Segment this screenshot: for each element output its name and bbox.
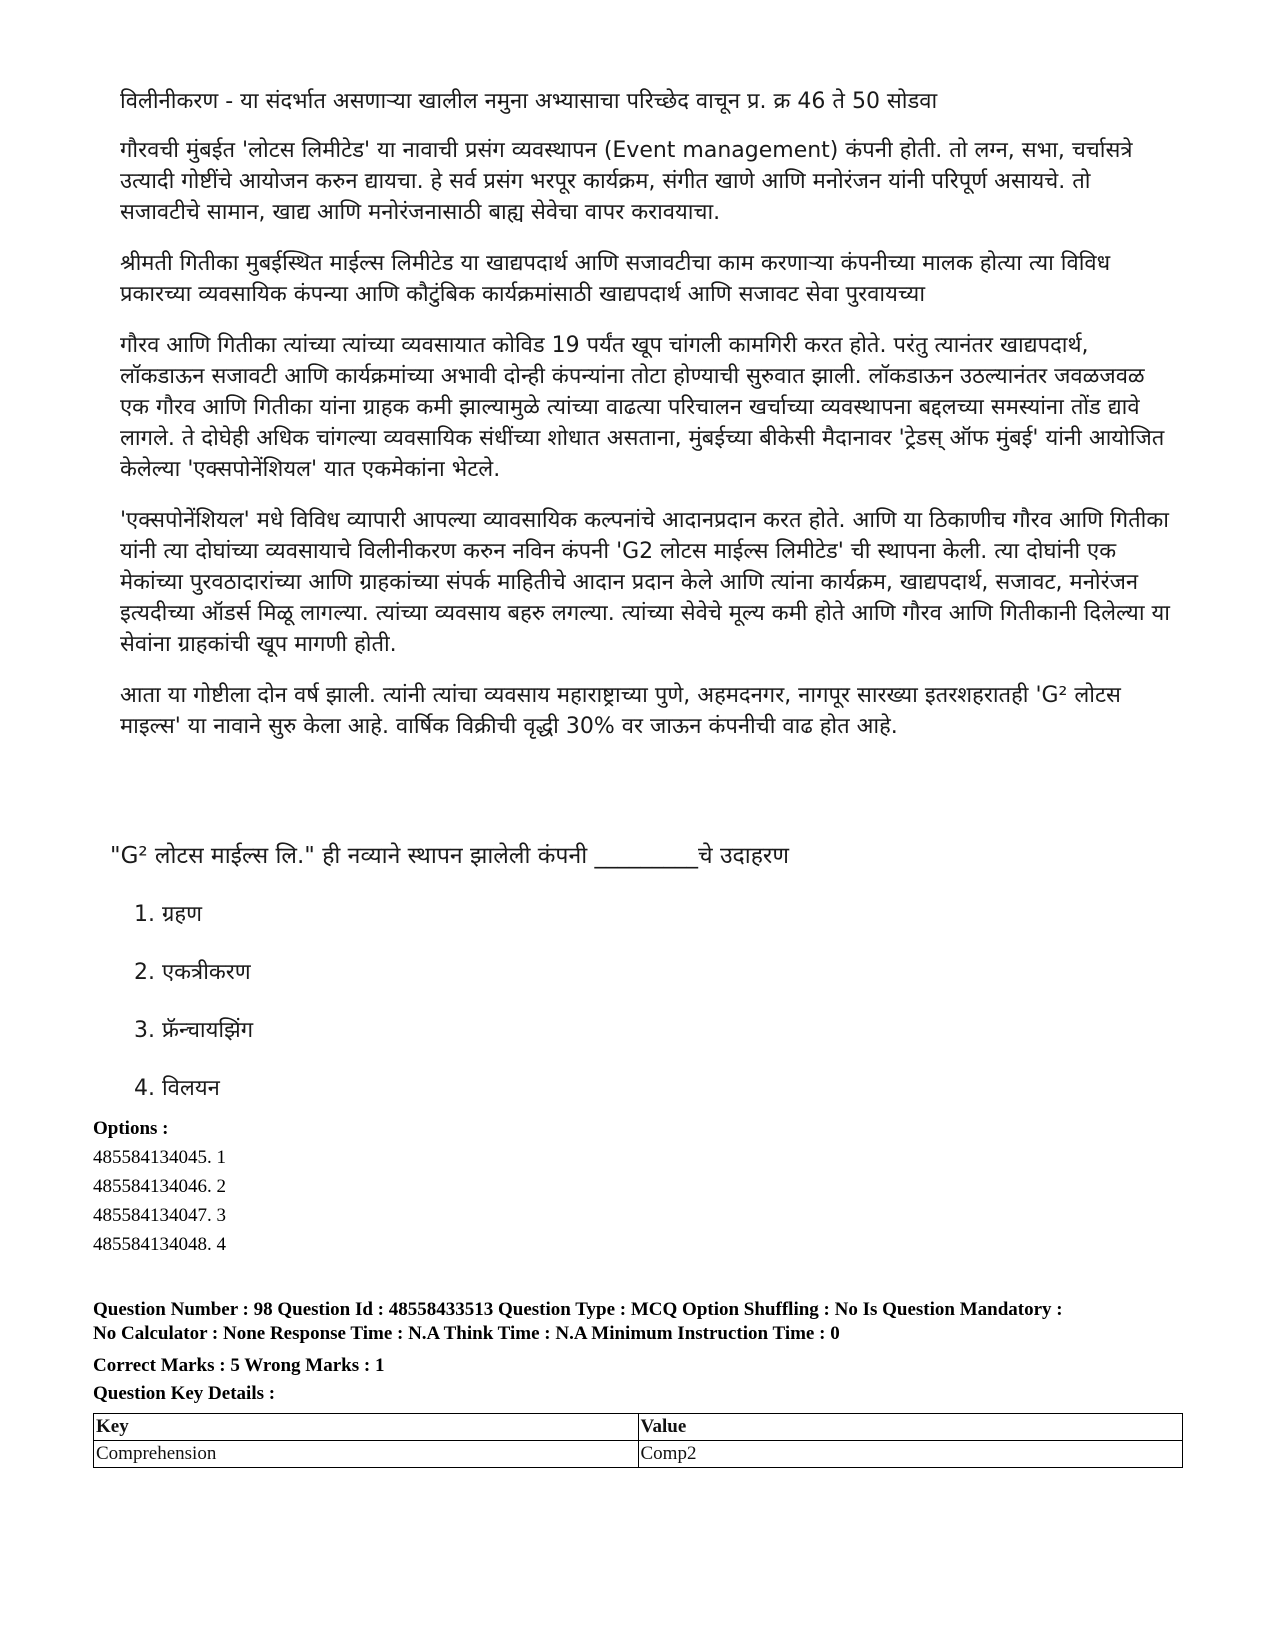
passage-title: विलीनीकरण - या संदर्भात असणाऱ्या खालील नमुना अभ्यासाचा परिच्छेद वाचून प्र. क्र 46 ते 50 सोडवा — [120, 89, 938, 114]
option-id: 485584134048. 4 — [93, 1234, 226, 1255]
passage-paragraph: श्रीमती गितीका मुबईस्थित माईल्स लिमीटेड या खाद्यपदार्थ आणि सजावटीचा काम करणाऱ्या कंपनीच्या मालक होत्या त्या विविध प्रकारच्या व्यवसायिक कंपन्या आणि कौटुंबिक कार्यक्रमांसाठी खाद्यपदार्थ आणि सजावट सेवा पुरवायच्या — [120, 251, 1111, 307]
table-header-cell: Key — [94, 1414, 639, 1441]
table-cell: Comprehension — [94, 1441, 639, 1468]
passage-paragraph: 'एक्सपोनेंशियल' मधे विविध व्यापारी आपल्या व्यावसायिक कल्पनांचे आदानप्रदान करत होते. आणि या ठिकाणीच गौरव आणि गितीका यांनी त्या दोघांच्या व्यवसायाचे विलीनीकरण करुन नविन कंपनी 'G2 लोटस माईल्स लिमीटेड' ची स्थापना केली. त्या दोघांनी एक मेकांच्या पुरवठादारांच्या आणि ग्राहकांच्या संपर्क माहितीचे आदान प्रदान केले आणि त्यांना कार्यक्रम, खाद्यपदार्थ, सजावट, मनोरंजन इत्यदीच्या ऑडर्स मिळू लागल्या. त्यांच्या व्यवसाय बहरु लगल्या. त्यांच्या सेवेचे मूल्य कमी होते आणि गौरव आणि गितीकानी दिलेल्या या सेवांना ग्राहकांची खूप मागणी होती. — [120, 508, 1170, 657]
table-header-row — [94, 1414, 1183, 1441]
table-row — [94, 1441, 1183, 1468]
choice-item: 4. विलयन — [134, 1076, 220, 1101]
passage-paragraph: गौरव आणि गितीका त्यांच्या त्यांच्या व्यवसायात कोविड 19 पर्यंत खूप चांगली कामगिरी करत होते. परंतु त्यानंतर खाद्यपदार्थ, लॉकडाऊन सजावटी आणि कार्यक्रमांच्या अभावी दोन्ही कंपन्यांना तोटा होण्याची सुरुवात झाली. लॉकडाऊन उठल्यानंतर जवळजवळ एक गौरव आणि गितीका यांना ग्राहक कमी झाल्यामुळे त्यांच्या वाढत्या परिचालन खर्चाच्या व्यवस्थापना बद्दलच्या समस्यांना तोंड द्यावे लागले. ते दोघेही अधिक चांगल्या व्यवसायिक संधींच्या शोधात असताना, मुंबईच्या बीकेसी मैदानावर 'ट्रेडस् ऑफ मुंबई' यांनी आयोजित केलेल्या 'एक्सपोनेंशियल' यात एकमेकांना भेटले. — [120, 333, 1165, 482]
comprehension-passage — [120, 86, 1170, 762]
question-info-line: Question Number : 98 Question Id : 48558433513 Question Type : MCQ Option Shuffling : No Is Question Mandatory : — [93, 1299, 1063, 1320]
table-header-cell: Value — [638, 1414, 1183, 1441]
question-info-line: No Calculator : None Response Time : N.A Think Time : N.A Minimum Instruction Time : 0 — [93, 1323, 840, 1344]
key-details-heading: Question Key Details : — [93, 1383, 276, 1404]
options-block — [93, 1117, 1183, 1262]
passage-paragraph: आता या गोष्टीला दोन वर्ष झाली. त्यांनी त्यांचा व्यवसाय महाराष्ट्राच्या पुणे, अहमदनगर, नागपूर सारख्या इतरशहरातही 'G² लोटस माइल्स' या नावाने सुरु केला आहे. वार्षिक विक्रीची वृद्धी 30% वर जाऊन कंपनीची वाढ होत आहे. — [120, 683, 1121, 739]
key-details-table — [93, 1413, 1183, 1468]
option-id: 485584134046. 2 — [93, 1176, 226, 1197]
options-heading: Options : — [93, 1118, 169, 1139]
option-id: 485584134045. 1 — [93, 1147, 226, 1168]
passage-paragraph: गौरवची मुंबईत 'लोटस लिमीटेड' या नावाची प्रसंग व्यवस्थापन (Event management) कंपनी होती. तो लग्न, सभा, चर्चासत्रे उत्यादी गोष्टींचे आयोजन करुन द्यायचा. हे सर्व प्रसंग भरपूर कार्यक्रम, संगीत खाणे आणि मनोरंजन यांनी परिपूर्ण असायचे. तो सजावटीचे सामान, खाद्य आणि मनोरंजनासाठी बाह्य सेवेचा वापर करावयाचा. — [120, 138, 1133, 225]
question-info — [93, 1298, 1183, 1346]
option-id: 485584134047. 3 — [93, 1205, 226, 1226]
choice-item: 1. ग्रहण — [134, 902, 202, 927]
table-cell: Comp2 — [638, 1441, 1183, 1468]
question-text: "G² लोटस माईल्स लि." ही नव्याने स्थापन झालेली कंपनी _________चे उदाहरण — [110, 843, 789, 869]
choice-item: 3. फ्रॅन्चायझिंग — [134, 1018, 254, 1043]
choice-list — [134, 900, 253, 1132]
choice-item: 2. एकत्रीकरण — [134, 960, 251, 985]
marks-line: Correct Marks : 5 Wrong Marks : 1 — [93, 1355, 385, 1376]
